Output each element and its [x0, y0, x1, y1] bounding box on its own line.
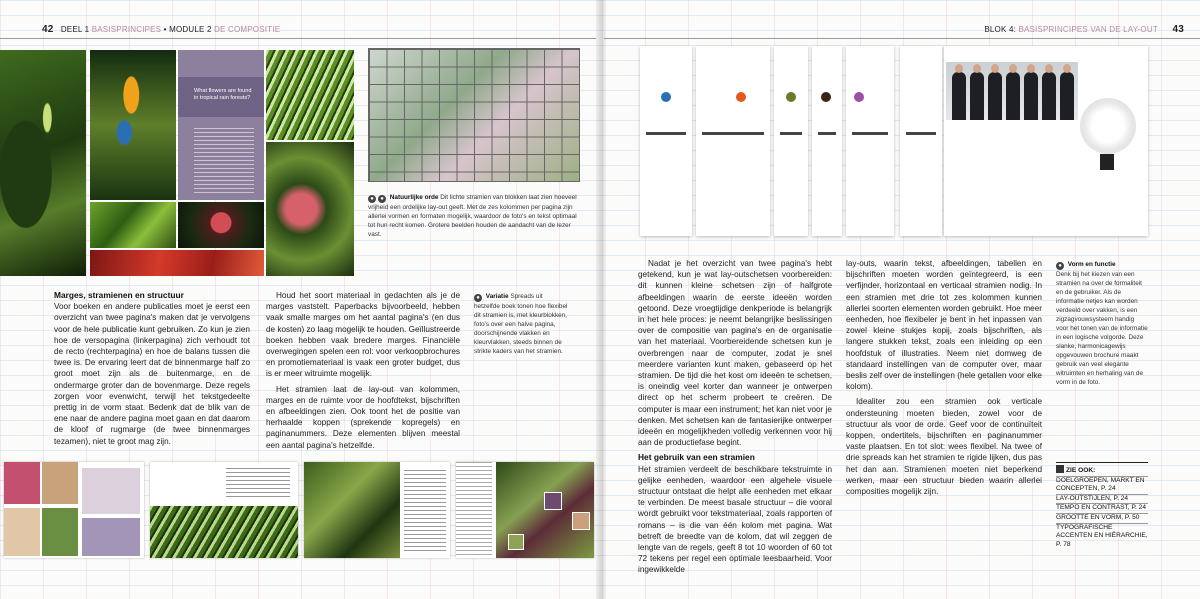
module-title: DE COMPOSITIE: [214, 25, 281, 34]
brochure-panel: [774, 46, 808, 236]
left-header-rule: [0, 38, 596, 39]
red-leaf-photo: [90, 250, 264, 276]
caption-natural-order: [368, 193, 578, 239]
brochure-panel: [696, 46, 770, 236]
overlay-body-text: [194, 128, 254, 194]
right-col1-paragraph-2: Het stramien verdeelt de beschikbare tekstruimte in gelijke eenheden, waardoor een algehele visuele structuur ontstaat die helpt alle eenheden met elkaar te verbinden. De meest basale structuur – die vooral wordt gebruikt voor tekstmateriaal, zoals rapporten of romans – is die van één kolom met pagina. Wat betreft de breedte van de kolom, dat wil zeggen de lengte van de regels, geeft 8 tot 10 woorden of 60 tot 72 tekens per regel een optimale leesbaarheid. Voor ingewikkelde: [638, 464, 832, 575]
caption-natural-order-title: Natuurlijke orde: [389, 194, 439, 201]
thumb-swatch: [544, 492, 562, 510]
block-title: BASISPRINCIPES VAN DE LAY-OUT: [1018, 25, 1158, 34]
see-also-item[interactable]: TYPOGRAFISCHE ACCENTEN EN HIËRARCHIE, P. 78: [1056, 523, 1148, 548]
brochure-stripe: [818, 132, 836, 135]
caption-form-function: [1056, 260, 1148, 387]
right-header-rule: [604, 38, 1200, 39]
person-figure: [1024, 72, 1038, 120]
see-also-item[interactable]: TEMPO EN CONTRAST, P. 24: [1056, 504, 1147, 512]
brochure-stripe: [702, 132, 764, 135]
thumb-text-lines: [226, 468, 290, 498]
caption-natural-order-text: Dit lichte stramien van blokken laat zien hoeveel vrijheid een ordelijke lay-out geeft. Met de zes kolommen per pagina zijn allerlei vormen en formaten mogelijk, waardoor de foto's en tekst optimaal tot hun recht komen. Grotere beelden houden de aandacht van de lezer vast.: [368, 194, 577, 238]
person-figure: [952, 72, 966, 120]
thumb-palm-photo: [150, 506, 298, 558]
see-also-item[interactable]: DOELGROEPEN, MARKT EN CONCEPTEN, P. 24: [1056, 476, 1148, 494]
right-col1-paragraph-1: Nadat je het overzicht van twee pagina's hebt getekend, kun je wat lay-outschetsen voorbereiden: dit kunnen kleine schetsen zijn of halfgrote afbeeldingen waarin de eerste ideeën worden getoond. Deze vroegtijdige denkperiode is belangrijk in het hele proces: je neemt belangrijke beslissingen over de compositie van pagina's en de organisatie van het materiaal. Voorbereidende schetsen kun je overbrengen naar de computer, zodat je snel meerdere varianten kunt maken, gebaseerd op het stramien. De tijd die het kost om ideeën te schetsen, is oneindig veel korter dan wanneer je ontwerpen direct op het scherm probeert te creëren. De computer is maar een instrument; het kan niet voor je denken. Met schetsen kan de fantasierijke ontwerper ideeën en mogelijkheden volledig verkennen voor hij aan de productiefase begint.: [638, 259, 832, 448]
left-column-2: [266, 290, 460, 455]
thumb-color-block: [42, 462, 78, 504]
bird-of-paradise-photo: [90, 50, 176, 200]
see-also-icon: [1056, 465, 1064, 473]
person-figure: [970, 72, 984, 120]
violet-text-block: [178, 50, 264, 200]
brochure-stripe: [780, 132, 802, 135]
thumb-color-block: [82, 518, 140, 556]
caption-variation: [474, 292, 568, 356]
brochure-dot-icon: [736, 92, 746, 102]
caption-marker-icon: ●: [378, 195, 386, 203]
caption-form-text: Denk bij het kiezen van een stramien na over de formaliteit en de gebruiker. Als de informatie netjes kan worden verdeeld over vakken, is een zigzagvouwsysteem handig voor het tonen van de informatie in een logische volgorde. Deze slanke, harmonicagewijs opgevouwen brochure maakt gebruik van veel elegante witruimten en herhaling van de vorm in de foto.: [1056, 271, 1148, 386]
person-figure: [1060, 72, 1074, 120]
left-running-header: [42, 24, 280, 35]
left-page-number: 42: [42, 24, 54, 35]
thumb-color-block: [4, 508, 40, 556]
grid-overlay-illustration: [368, 48, 580, 182]
right-running-header: [984, 24, 1184, 35]
spread-thumbnail-1: [4, 462, 144, 558]
caption-marker-icon: ●: [1056, 262, 1064, 270]
right-column-1: [638, 258, 832, 580]
brochure-stripe: [646, 132, 686, 135]
see-also-item[interactable]: GROOTTE EN VORM, P. 50: [1056, 513, 1148, 523]
flower-bud-photo: [178, 202, 264, 248]
thumb-color-block: [4, 462, 40, 504]
photo-overlay-heading: What flowers are found in tropical rain forests?: [194, 88, 252, 101]
brochure-dot-icon: [821, 92, 831, 102]
thumb-color-block: [42, 508, 78, 556]
right-col2-paragraph-1: lay-outs, waarin tekst, afbeeldingen, tabellen en bijschriften moeten worden geïntegreerd, is een verfijnder, horizontaal en verticaal stramien nodig. In een stramien met drie tot zes kolommen kunnen allerlei soorten elementen worden gebruikt. Hoe meer eenheden, hoe flexibeler je bent in het inpassen van zowel kleine stukjes kopij, zoals bijschriften, als langere stukken tekst, zoals een inleiding op een hoofdstuk of illustraties. Neem niet domweg de standaard instellingen van de computer over, maar beslis zelf over de instellingen (hele getallen voor elke kolom).: [846, 259, 1042, 392]
caption-marker-icon: ●: [474, 294, 482, 302]
tropical-plant-photo: [0, 50, 86, 276]
caption-variation-title: Variatie: [485, 293, 509, 300]
block-label: BLOK 4:: [984, 25, 1017, 34]
brochure-stripe: [852, 132, 888, 135]
person-figure: [988, 72, 1002, 120]
see-also-label-row: [1056, 462, 1148, 476]
left-col2-paragraph-1: Houd het soort materiaal in gedachten als je de marges vaststelt. Paperbacks bijvoorbeeld, hebben vaak smalle marges om het aantal pagina's (en dus de kosten) zo laag mogelijk te houden. Geïllustreerde boeken hebben vaak bredere marges. Financiële overwegingen spelen een rol: voor verkoopbrochures en promotiemateriaal is vaak een groter budget, dus is er meer witruimte mogelijk.: [266, 291, 460, 379]
thumb-color-block: [82, 468, 140, 514]
spread-thumbnail-3: [304, 462, 450, 558]
thumb-text-lines: [456, 462, 492, 558]
green-leaf-photo: [90, 202, 176, 248]
section-heading-grid-use: Het gebruik van een stramien: [638, 452, 755, 463]
right-page-number: 43: [1172, 24, 1184, 35]
caption-variation-text: Spreads uit hetzelfde boek tonen hoe flexibel dit stramien is, met kleurblokken, foto's over een halve pagina, doorschijnende vlakken en kleurvlakken, steeds binnen de strikte kaders van het stramien.: [474, 293, 568, 355]
part-title: BASISPRINCIPES: [91, 25, 162, 34]
module-label: MODULE 2: [169, 25, 212, 34]
brochure-dot-icon: [786, 92, 796, 102]
thumb-foliage-photo: [304, 462, 400, 558]
brochure-logo-icon: [1100, 154, 1114, 170]
caption-form-title: Vorm en functie: [1067, 261, 1116, 268]
right-col2-paragraph-2: Idealiter zou een stramien ook verticale ondersteuning moeten bieden, zowel voor de structuur als voor de orde. Geef voor de continuïteit koppen, ondertitels, bijschriften en paginanummer vaste plaatsen. En tot slot: wees flexibel. Na twee of drie spreads kan het stramien te rigide lijken, dus pas het dan aan. Stramienen moeten niet beperkend werken, maar een structuur bieden waarin allerlei composities mogelijk zijn.: [846, 397, 1042, 497]
person-figure: [1042, 72, 1056, 120]
brochure-dot-icon: [661, 92, 671, 102]
thumb-swatch: [572, 512, 590, 530]
header-separator: •: [163, 25, 167, 34]
see-also-item[interactable]: LAY-OUTSTIJLEN, P. 24: [1056, 494, 1148, 504]
brochure-circle-graphic: [1080, 98, 1136, 154]
brochure-stripe: [906, 132, 936, 135]
left-col1-paragraph: Voor boeken en andere publicaties moet je eerst een overzicht van twee pagina's maken dat je vervolgens voor de hele publicatie kunt gebruiken. Zo kun je zien hoe de versopagina (linkerpagina) zich verhoudt tot de recto (rechterpagina) en hoe de balans tussen die twee is. De ervaring leert dat de binnenmarge half zo groot moet zijn als de buitenmarge, en de ondermarge groter dan de bovenmarge. Deze regels zorgen voor evenwicht, terwijl het tekstgedeelte prettig in de vorm staat. Bedenk dat de blik van de ene naar de andere pagina moet gaan en dat daarom de kloof of rugmarge (de twee binnenmarges tezamen), niet te groot mag zijn.: [54, 302, 250, 446]
spread-thumbnail-2: [150, 462, 298, 558]
person-figure: [1006, 72, 1020, 120]
caption-marker-icon: ●: [368, 195, 376, 203]
see-also-box: [1056, 462, 1148, 549]
left-col2-paragraph-2: Het stramien laat de lay-out van kolommen, marges en de ruimte voor de hoofdtekst, bijschriften en afbeeldingen zien. Ook toont het de positie van herhaalde koppen (sprekende kopregels) en paginanummers. Deze elementen blijven meestal een aantal pagina's hetzelfde.: [266, 384, 460, 450]
brochure-dot-icon: [854, 92, 864, 102]
brochure-panel: [812, 46, 842, 236]
flower-cluster-photo: [266, 142, 354, 276]
see-also-label: ZIE OOK:: [1066, 467, 1096, 474]
part-label: DEEL 1: [60, 25, 90, 34]
section-heading-margins: Marges, stramienen en structuur: [54, 290, 184, 300]
brochure-panel: [640, 46, 692, 236]
thumb-swatch: [508, 534, 524, 550]
brochure-panel: [900, 46, 942, 236]
palm-leaf-photo: [266, 50, 354, 140]
right-column-2: [846, 258, 1042, 501]
left-column-1: [54, 290, 250, 451]
thumb-text-lines: [404, 470, 446, 554]
brochure-panel: [846, 46, 894, 236]
spread-thumbnail-4: [456, 462, 594, 558]
group-portrait-photo: [946, 62, 1078, 120]
